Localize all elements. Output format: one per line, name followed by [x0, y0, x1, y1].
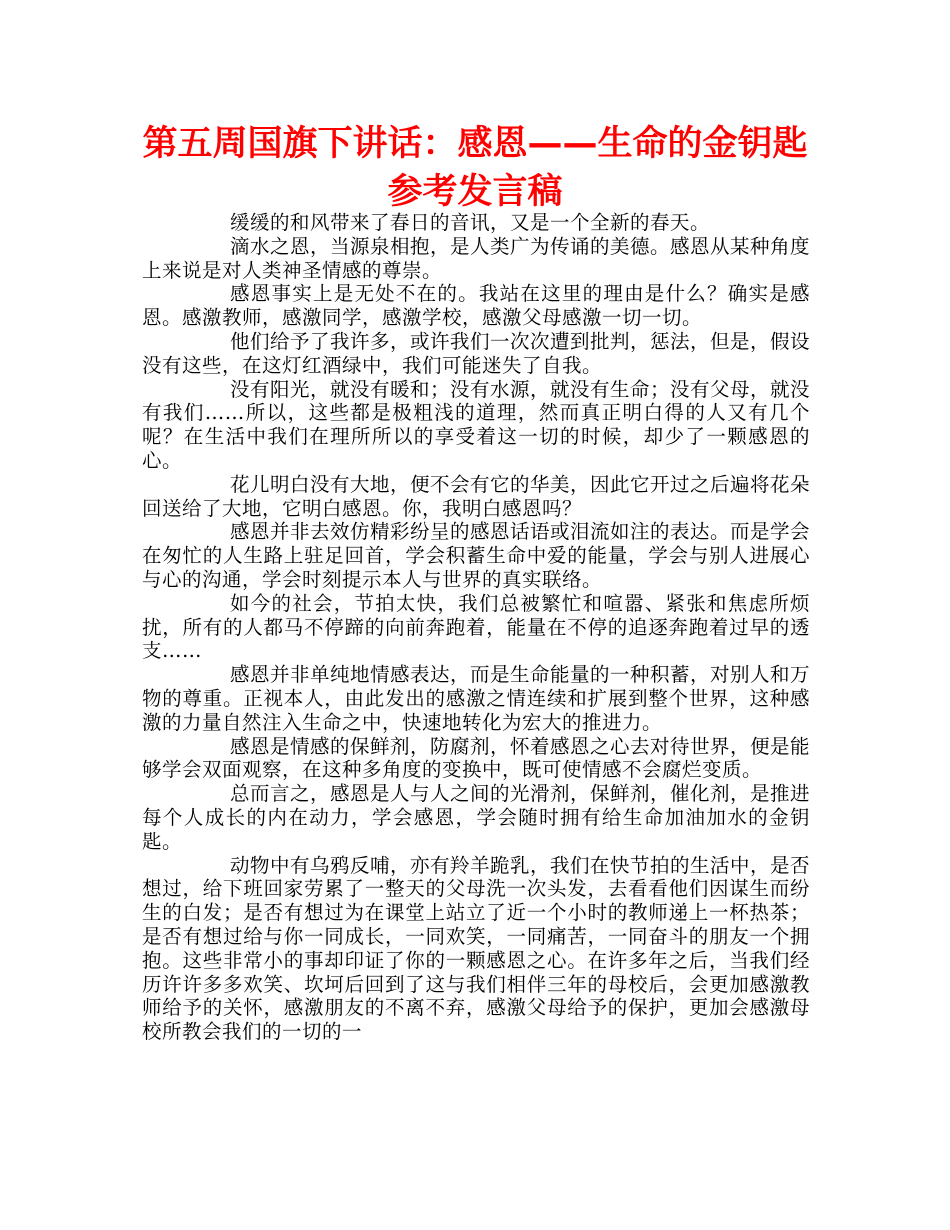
paragraph: 如今的社会，节拍太快，我们总被繁忙和喧嚣、紧张和焦虑所烦扰，所有的人都马不停蹄的向前奔跑着，能量在不停的追逐奔跑着过早的透支……: [142, 591, 810, 663]
document-body: [142, 211, 810, 1044]
paragraph: 没有阳光，就没有暖和；没有水源，就没有生命；没有父母，就没有我们……所以，这些都是极粗浅的道理，然而真正明白得的人又有几个呢？在生活中我们在理所所以的享受着这一切的时候，却少了一颗感恩的心。: [142, 377, 811, 472]
document-title: 第五周国旗下讲话：感恩——生命的金钥匙参考发言稿: [142, 124, 808, 212]
paragraph: 滴水之恩，当源泉相抱，是人类广为传诵的美德。感恩从某种角度上来说是对人类神圣情感的尊崇。: [142, 234, 811, 282]
paragraph: 缓缓的和风带来了春日的音讯，又是一个全新的春天。: [230, 211, 711, 234]
paragraph: 花儿明白没有大地，便不会有它的华美，因此它开过之后遍将花朵回送给了大地，它明白感恩。你，我明白感恩吗？: [142, 472, 811, 520]
paragraph: 感恩并非单纯地情感表达，而是生命能量的一种积蓄，对别人和万物的尊重。正视本人，由此发出的感激之情连续和扩展到整个世界，这种感激的力量自然注入生命之中，快速地转化为宏大的推进力。: [142, 663, 811, 734]
paragraph: 他们给予了我许多，或许我们一次次遭到批判，惩法，但是，假设没有这些，在这灯红酒绿中，我们可能迷失了自我。: [142, 329, 811, 377]
paragraph: 动物中有乌鸦反哺，亦有羚羊跪乳，我们在快节拍的生活中，是否想过，给下班回家劳累了一整天的父母洗一次头发，去看看他们因谋生而纷生的白发；是否有想过为在课堂上站立了近一个小时的教师递上一杯热茶；是否有想过给与你一同成长，一同欢笑，一同痛苦，一同奋斗的朋友一个拥抱。这些非常小的事却印证了你的一颗感恩之心。在许多年之后，当我们经历许许多多欢笑、坎坷后回到了这与我们相伴三年的母校后，会更加感激教师给予的关怀，感激朋友的不离不弃，感激父母给予的保护，更加会感激母校所教会我们的一切的一: [142, 853, 811, 1044]
paragraph: 总而言之，感恩是人与人之间的光滑剂，保鲜剂，催化剂，是推进每个人成长的内在动力，学会感恩，学会随时拥有给生命加油加水的金钥匙。: [142, 782, 811, 853]
paragraph: 感恩事实上是无处不在的。我站在这里的理由是什么？确实是感恩。感激教师，感激同学，感激学校，感激父母感激一切一切。: [142, 282, 810, 330]
paragraph: 感恩是情感的保鲜剂，防腐剂，怀着感恩之心去对待世界，便是能够学会双面观察，在这种多角度的变换中，既可使情感不会腐烂变质。: [142, 734, 811, 782]
paragraph: 感恩并非去效仿精彩纷呈的感恩话语或泪流如注的表达。而是学会在匆忙的人生路上驻足回首，学会积蓄生命中爱的能量，学会与别人进展心与心的沟通，学会时刻提示本人与世界的真实联络。: [142, 520, 811, 591]
